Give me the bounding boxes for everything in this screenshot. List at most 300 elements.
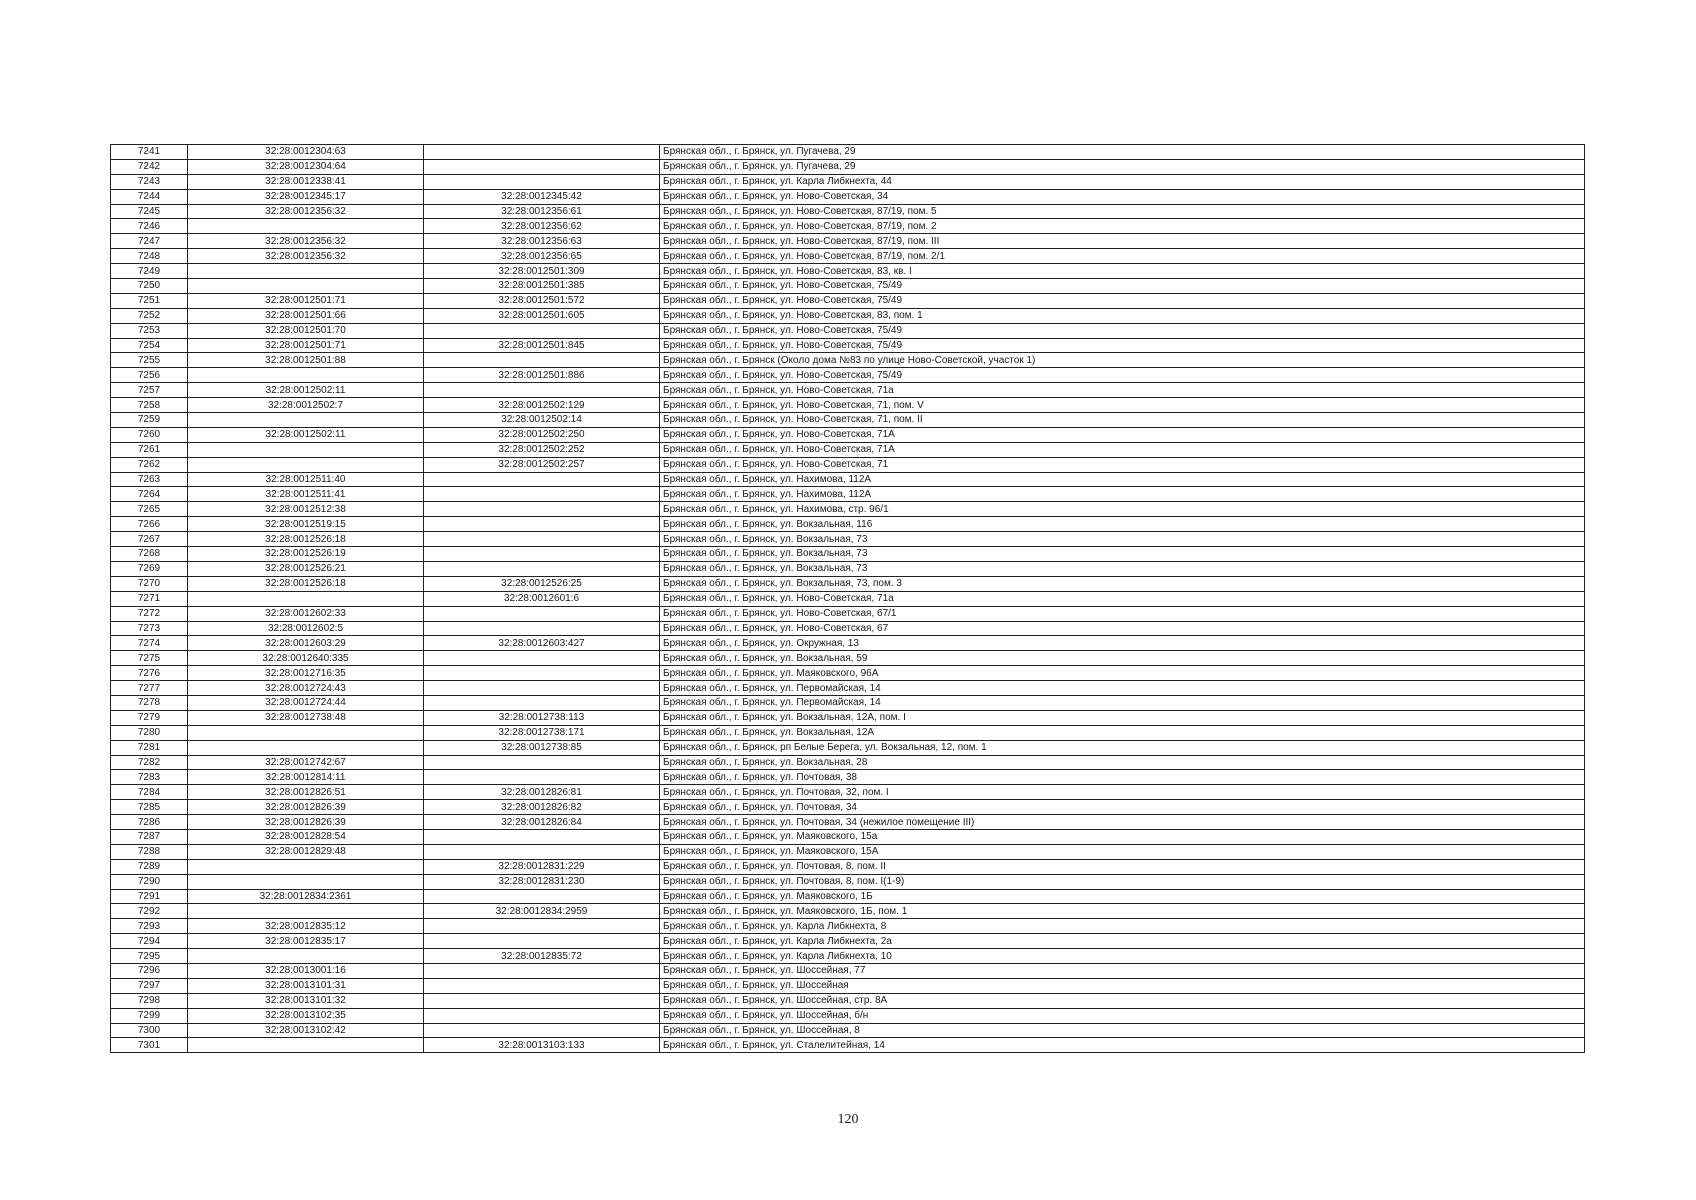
table-row	[111, 398, 1585, 413]
table-row	[111, 695, 1585, 710]
object-cadastral-number-cell: 32:28:0012738:113	[424, 710, 660, 725]
object-cadastral-number-cell	[424, 353, 660, 368]
address-cell: Брянская обл., г. Брянск, ул. Ново-Советская, 83, кв. I	[660, 264, 1585, 279]
table-row	[111, 978, 1585, 993]
address-cell: Брянская обл., г. Брянск, ул. Почтовая, 8, пом. II	[660, 859, 1585, 874]
row-number-cell: 7281	[111, 740, 188, 755]
land-cadastral-number-cell: 32:28:0012640:335	[188, 651, 424, 666]
row-number-cell: 7253	[111, 323, 188, 338]
address-cell: Брянская обл., г. Брянск, ул. Маяковского, 96А	[660, 666, 1585, 681]
address-cell: Брянская обл., г. Брянск, ул. Вокзальная, 73	[660, 561, 1585, 576]
row-number-cell: 7244	[111, 189, 188, 204]
table-row	[111, 740, 1585, 755]
row-number-cell: 7261	[111, 442, 188, 457]
row-number-cell: 7294	[111, 934, 188, 949]
address-cell: Брянская обл., г. Брянск, ул. Маяковского, 15а	[660, 829, 1585, 844]
land-cadastral-number-cell: 32:28:0012356:32	[188, 204, 424, 219]
address-cell: Брянская обл., г. Брянск, ул. Почтовая, 8, пом. I(1-9)	[660, 874, 1585, 889]
land-cadastral-number-cell: 32:28:0013001:16	[188, 963, 424, 978]
row-number-cell: 7265	[111, 502, 188, 517]
land-cadastral-number-cell	[188, 457, 424, 472]
object-cadastral-number-cell: 32:28:0012501:605	[424, 308, 660, 323]
object-cadastral-number-cell: 32:28:0012501:385	[424, 279, 660, 294]
table-row	[111, 770, 1585, 785]
address-cell: Брянская обл., г. Брянск, ул. Ново-Советская, 67	[660, 621, 1585, 636]
table-row	[111, 219, 1585, 234]
land-cadastral-number-cell	[188, 874, 424, 889]
land-cadastral-number-cell: 32:28:0012602:5	[188, 621, 424, 636]
cadastral-table	[110, 144, 1585, 1053]
address-cell: Брянская обл., г. Брянск, ул. Карла Либкнехта, 44	[660, 174, 1585, 189]
table-row	[111, 1038, 1585, 1053]
table-row	[111, 249, 1585, 264]
address-cell: Брянская обл., г. Брянск, ул. Ново-Советская, 71А	[660, 427, 1585, 442]
row-number-cell: 7266	[111, 517, 188, 532]
table-row	[111, 591, 1585, 606]
row-number-cell: 7255	[111, 353, 188, 368]
object-cadastral-number-cell	[424, 770, 660, 785]
row-number-cell: 7241	[111, 145, 188, 160]
object-cadastral-number-cell	[424, 844, 660, 859]
address-cell: Брянская обл., г. Брянск, ул. Карла Либкнехта, 8	[660, 919, 1585, 934]
address-cell: Брянская обл., г. Брянск (Около дома №83 по улице Ново-Советской, участок 1)	[660, 353, 1585, 368]
row-number-cell: 7270	[111, 576, 188, 591]
address-cell: Брянская обл., г. Брянск, ул. Пугачева, 29	[660, 145, 1585, 160]
row-number-cell: 7268	[111, 547, 188, 562]
land-cadastral-number-cell: 32:28:0012501:88	[188, 353, 424, 368]
land-cadastral-number-cell: 32:28:0012835:17	[188, 934, 424, 949]
object-cadastral-number-cell	[424, 889, 660, 904]
table-row	[111, 353, 1585, 368]
address-cell: Брянская обл., г. Брянск, ул. Шоссейная, б/н	[660, 1008, 1585, 1023]
land-cadastral-number-cell: 32:28:0012356:32	[188, 234, 424, 249]
table-row	[111, 517, 1585, 532]
address-cell: Брянская обл., г. Брянск, ул. Ново-Советская, 83, пом. 1	[660, 308, 1585, 323]
table-row	[111, 874, 1585, 889]
row-number-cell: 7263	[111, 472, 188, 487]
land-cadastral-number-cell: 32:28:0012835:12	[188, 919, 424, 934]
table-row	[111, 681, 1585, 696]
address-cell: Брянская обл., г. Брянск, ул. Карла Либкнехта, 10	[660, 949, 1585, 964]
land-cadastral-number-cell: 32:28:0012724:44	[188, 695, 424, 710]
object-cadastral-number-cell: 32:28:0012501:572	[424, 293, 660, 308]
object-cadastral-number-cell: 32:28:0012501:886	[424, 368, 660, 383]
table-row	[111, 800, 1585, 815]
table-row	[111, 338, 1585, 353]
table-row	[111, 532, 1585, 547]
object-cadastral-number-cell	[424, 547, 660, 562]
object-cadastral-number-cell	[424, 323, 660, 338]
land-cadastral-number-cell: 32:28:0012603:29	[188, 636, 424, 651]
object-cadastral-number-cell: 32:28:0012345:42	[424, 189, 660, 204]
land-cadastral-number-cell: 32:28:0012526:19	[188, 547, 424, 562]
row-number-cell: 7301	[111, 1038, 188, 1053]
land-cadastral-number-cell	[188, 413, 424, 428]
address-cell: Брянская обл., г. Брянск, ул. Карла Либкнехта, 2а	[660, 934, 1585, 949]
object-cadastral-number-cell: 32:28:0012356:62	[424, 219, 660, 234]
object-cadastral-number-cell	[424, 755, 660, 770]
land-cadastral-number-cell: 32:28:0012356:32	[188, 249, 424, 264]
address-cell: Брянская обл., г. Брянск, ул. Первомайская, 14	[660, 681, 1585, 696]
object-cadastral-number-cell	[424, 517, 660, 532]
table-row	[111, 457, 1585, 472]
land-cadastral-number-cell: 32:28:0012511:40	[188, 472, 424, 487]
land-cadastral-number-cell: 32:28:0012304:63	[188, 145, 424, 160]
object-cadastral-number-cell	[424, 174, 660, 189]
table-row	[111, 829, 1585, 844]
table-row	[111, 234, 1585, 249]
table-row	[111, 815, 1585, 830]
table-row	[111, 904, 1585, 919]
row-number-cell: 7267	[111, 532, 188, 547]
land-cadastral-number-cell: 32:28:0012814:11	[188, 770, 424, 785]
land-cadastral-number-cell: 32:28:0012834:2361	[188, 889, 424, 904]
table-row	[111, 487, 1585, 502]
row-number-cell: 7260	[111, 427, 188, 442]
address-cell: Брянская обл., г. Брянск, ул. Ново-Советская, 87/19, пом. 2	[660, 219, 1585, 234]
address-cell: Брянская обл., г. Брянск, ул. Пугачева, 29	[660, 159, 1585, 174]
row-number-cell: 7285	[111, 800, 188, 815]
object-cadastral-number-cell: 32:28:0012502:129	[424, 398, 660, 413]
row-number-cell: 7264	[111, 487, 188, 502]
table-row	[111, 621, 1585, 636]
table-row	[111, 279, 1585, 294]
land-cadastral-number-cell	[188, 725, 424, 740]
land-cadastral-number-cell: 32:28:0012304:64	[188, 159, 424, 174]
land-cadastral-number-cell	[188, 740, 424, 755]
land-cadastral-number-cell: 32:28:0012742:67	[188, 755, 424, 770]
row-number-cell: 7271	[111, 591, 188, 606]
row-number-cell: 7245	[111, 204, 188, 219]
table-row	[111, 427, 1585, 442]
land-cadastral-number-cell: 32:28:0012526:18	[188, 532, 424, 547]
object-cadastral-number-cell: 32:28:0012738:85	[424, 740, 660, 755]
row-number-cell: 7242	[111, 159, 188, 174]
table-row	[111, 844, 1585, 859]
address-cell: Брянская обл., г. Брянск, ул. Ново-Советская, 75/49	[660, 279, 1585, 294]
address-cell: Брянская обл., г. Брянск, ул. Вокзальная, 116	[660, 517, 1585, 532]
object-cadastral-number-cell: 32:28:0012502:257	[424, 457, 660, 472]
object-cadastral-number-cell: 32:28:0012834:2959	[424, 904, 660, 919]
object-cadastral-number-cell: 32:28:0012501:845	[424, 338, 660, 353]
address-cell: Брянская обл., г. Брянск, ул. Почтовая, 34 (нежилое помещение III)	[660, 815, 1585, 830]
table-row	[111, 264, 1585, 279]
address-cell: Брянская обл., г. Брянск, ул. Вокзальная, 12А	[660, 725, 1585, 740]
table-row	[111, 606, 1585, 621]
object-cadastral-number-cell	[424, 621, 660, 636]
table-row	[111, 204, 1585, 219]
land-cadastral-number-cell: 32:28:0012502:11	[188, 383, 424, 398]
land-cadastral-number-cell: 32:28:0012526:21	[188, 561, 424, 576]
row-number-cell: 7276	[111, 666, 188, 681]
table-row	[111, 308, 1585, 323]
table-row	[111, 934, 1585, 949]
table-row	[111, 859, 1585, 874]
row-number-cell: 7259	[111, 413, 188, 428]
address-cell: Брянская обл., г. Брянск, ул. Маяковского, 1Б, пом. 1	[660, 904, 1585, 919]
land-cadastral-number-cell: 32:28:0012502:11	[188, 427, 424, 442]
table-row	[111, 949, 1585, 964]
land-cadastral-number-cell	[188, 904, 424, 919]
table-row	[111, 502, 1585, 517]
address-cell: Брянская обл., г. Брянск, ул. Сталелитейная, 14	[660, 1038, 1585, 1053]
object-cadastral-number-cell	[424, 606, 660, 621]
land-cadastral-number-cell: 32:28:0012511:41	[188, 487, 424, 502]
table-row	[111, 189, 1585, 204]
address-cell: Брянская обл., г. Брянск, ул. Почтовая, 34	[660, 800, 1585, 815]
object-cadastral-number-cell	[424, 695, 660, 710]
object-cadastral-number-cell: 32:28:0012831:230	[424, 874, 660, 889]
object-cadastral-number-cell	[424, 829, 660, 844]
object-cadastral-number-cell	[424, 666, 660, 681]
object-cadastral-number-cell	[424, 993, 660, 1008]
address-cell: Брянская обл., г. Брянск, ул. Маяковского, 1Б	[660, 889, 1585, 904]
table-row	[111, 547, 1585, 562]
object-cadastral-number-cell	[424, 651, 660, 666]
object-cadastral-number-cell: 32:28:0012603:427	[424, 636, 660, 651]
table-row	[111, 636, 1585, 651]
land-cadastral-number-cell	[188, 859, 424, 874]
address-cell: Брянская обл., г. Брянск, ул. Шоссейная, 77	[660, 963, 1585, 978]
row-number-cell: 7293	[111, 919, 188, 934]
cadastral-table-body	[111, 145, 1585, 1053]
table-row	[111, 889, 1585, 904]
land-cadastral-number-cell	[188, 442, 424, 457]
land-cadastral-number-cell: 32:28:0012526:18	[188, 576, 424, 591]
address-cell: Брянская обл., г. Брянск, ул. Ново-Советская, 75/49	[660, 368, 1585, 383]
address-cell: Брянская обл., г. Брянск, ул. Ново-Советская, 67/1	[660, 606, 1585, 621]
object-cadastral-number-cell	[424, 919, 660, 934]
object-cadastral-number-cell	[424, 1023, 660, 1038]
land-cadastral-number-cell: 32:28:0012501:70	[188, 323, 424, 338]
row-number-cell: 7291	[111, 889, 188, 904]
row-number-cell: 7288	[111, 844, 188, 859]
table-row	[111, 651, 1585, 666]
row-number-cell: 7284	[111, 785, 188, 800]
address-cell: Брянская обл., г. Брянск, ул. Ново-Советская, 34	[660, 189, 1585, 204]
table-row	[111, 1008, 1585, 1023]
row-number-cell: 7258	[111, 398, 188, 413]
address-cell: Брянская обл., г. Брянск, ул. Ново-Советская, 71, пом. V	[660, 398, 1585, 413]
row-number-cell: 7252	[111, 308, 188, 323]
address-cell: Брянская обл., г. Брянск, ул. Почтовая, 32, пом. I	[660, 785, 1585, 800]
land-cadastral-number-cell: 32:28:0012345:17	[188, 189, 424, 204]
address-cell: Брянская обл., г. Брянск, ул. Ново-Советская, 75/49	[660, 293, 1585, 308]
land-cadastral-number-cell: 32:28:0013102:35	[188, 1008, 424, 1023]
table-row	[111, 368, 1585, 383]
row-number-cell: 7272	[111, 606, 188, 621]
land-cadastral-number-cell: 32:28:0012829:48	[188, 844, 424, 859]
object-cadastral-number-cell	[424, 472, 660, 487]
address-cell: Брянская обл., г. Брянск, ул. Ново-Советская, 87/19, пом. III	[660, 234, 1585, 249]
object-cadastral-number-cell	[424, 963, 660, 978]
object-cadastral-number-cell: 32:28:0012501:309	[424, 264, 660, 279]
table-row	[111, 145, 1585, 160]
row-number-cell: 7251	[111, 293, 188, 308]
land-cadastral-number-cell: 32:28:0012602:33	[188, 606, 424, 621]
address-cell: Брянская обл., г. Брянск, ул. Шоссейная, стр. 8А	[660, 993, 1585, 1008]
object-cadastral-number-cell: 32:28:0012526:25	[424, 576, 660, 591]
row-number-cell: 7286	[111, 815, 188, 830]
address-cell: Брянская обл., г. Брянск, рп Белые Берега, ул. Вокзальная, 12, пом. 1	[660, 740, 1585, 755]
row-number-cell: 7243	[111, 174, 188, 189]
row-number-cell: 7280	[111, 725, 188, 740]
object-cadastral-number-cell	[424, 1008, 660, 1023]
object-cadastral-number-cell: 32:28:0012831:229	[424, 859, 660, 874]
table-row	[111, 710, 1585, 725]
address-cell: Брянская обл., г. Брянск, ул. Окружная, 13	[660, 636, 1585, 651]
table-row	[111, 963, 1585, 978]
address-cell: Брянская обл., г. Брянск, ул. Почтовая, 38	[660, 770, 1585, 785]
table-row	[111, 323, 1585, 338]
address-cell: Брянская обл., г. Брянск, ул. Ново-Советская, 71А	[660, 442, 1585, 457]
page-number: 120	[837, 1112, 859, 1127]
object-cadastral-number-cell: 32:28:0013103:133	[424, 1038, 660, 1053]
table-row	[111, 561, 1585, 576]
land-cadastral-number-cell: 32:28:0013101:31	[188, 978, 424, 993]
object-cadastral-number-cell: 32:28:0012356:61	[424, 204, 660, 219]
object-cadastral-number-cell: 32:28:0012356:65	[424, 249, 660, 264]
row-number-cell: 7289	[111, 859, 188, 874]
row-number-cell: 7290	[111, 874, 188, 889]
land-cadastral-number-cell: 32:28:0012501:66	[188, 308, 424, 323]
row-number-cell: 7279	[111, 710, 188, 725]
row-number-cell: 7278	[111, 695, 188, 710]
land-cadastral-number-cell: 32:28:0012519:15	[188, 517, 424, 532]
land-cadastral-number-cell	[188, 591, 424, 606]
address-cell: Брянская обл., г. Брянск, ул. Вокзальная, 73	[660, 547, 1585, 562]
row-number-cell: 7297	[111, 978, 188, 993]
row-number-cell: 7292	[111, 904, 188, 919]
object-cadastral-number-cell: 32:28:0012826:81	[424, 785, 660, 800]
object-cadastral-number-cell: 32:28:0012502:252	[424, 442, 660, 457]
land-cadastral-number-cell	[188, 279, 424, 294]
address-cell: Брянская обл., г. Брянск, ул. Вокзальная, 73	[660, 532, 1585, 547]
address-cell: Брянская обл., г. Брянск, ул. Вокзальная, 12А, пом. I	[660, 710, 1585, 725]
table-row	[111, 576, 1585, 591]
row-number-cell: 7282	[111, 755, 188, 770]
row-number-cell: 7269	[111, 561, 188, 576]
object-cadastral-number-cell: 32:28:0012356:63	[424, 234, 660, 249]
land-cadastral-number-cell	[188, 368, 424, 383]
address-cell: Брянская обл., г. Брянск, ул. Ново-Советская, 71, пом. II	[660, 413, 1585, 428]
table-row	[111, 383, 1585, 398]
table-row	[111, 919, 1585, 934]
address-cell: Брянская обл., г. Брянск, ул. Шоссейная, 8	[660, 1023, 1585, 1038]
table-row	[111, 725, 1585, 740]
object-cadastral-number-cell: 32:28:0012601:6	[424, 591, 660, 606]
table-row	[111, 472, 1585, 487]
land-cadastral-number-cell	[188, 949, 424, 964]
table-row	[111, 413, 1585, 428]
table-row	[111, 1023, 1585, 1038]
address-cell: Брянская обл., г. Брянск, ул. Ново-Советская, 87/19, пом. 2/1	[660, 249, 1585, 264]
address-cell: Брянская обл., г. Брянск, ул. Нахимова, стр. 96/1	[660, 502, 1585, 517]
address-cell: Брянская обл., г. Брянск, ул. Вокзальная, 59	[660, 651, 1585, 666]
object-cadastral-number-cell	[424, 383, 660, 398]
row-number-cell: 7247	[111, 234, 188, 249]
row-number-cell: 7277	[111, 681, 188, 696]
object-cadastral-number-cell: 32:28:0012502:250	[424, 427, 660, 442]
land-cadastral-number-cell	[188, 219, 424, 234]
land-cadastral-number-cell: 32:28:0012738:48	[188, 710, 424, 725]
address-cell: Брянская обл., г. Брянск, ул. Ново-Советская, 71а	[660, 383, 1585, 398]
address-cell: Брянская обл., г. Брянск, ул. Шоссейная	[660, 978, 1585, 993]
address-cell: Брянская обл., г. Брянск, ул. Маяковского, 15А	[660, 844, 1585, 859]
object-cadastral-number-cell: 32:28:0012835:72	[424, 949, 660, 964]
table-row	[111, 442, 1585, 457]
object-cadastral-number-cell: 32:28:0012502:14	[424, 413, 660, 428]
row-number-cell: 7295	[111, 949, 188, 964]
land-cadastral-number-cell: 32:28:0012501:71	[188, 338, 424, 353]
land-cadastral-number-cell	[188, 1038, 424, 1053]
row-number-cell: 7246	[111, 219, 188, 234]
address-cell: Брянская обл., г. Брянск, ул. Нахимова, 112А	[660, 472, 1585, 487]
row-number-cell: 7262	[111, 457, 188, 472]
object-cadastral-number-cell	[424, 934, 660, 949]
object-cadastral-number-cell	[424, 532, 660, 547]
row-number-cell: 7250	[111, 279, 188, 294]
land-cadastral-number-cell: 32:28:0012501:71	[188, 293, 424, 308]
row-number-cell: 7249	[111, 264, 188, 279]
land-cadastral-number-cell: 32:28:0012826:39	[188, 800, 424, 815]
address-cell: Брянская обл., г. Брянск, ул. Вокзальная, 28	[660, 755, 1585, 770]
object-cadastral-number-cell: 32:28:0012826:82	[424, 800, 660, 815]
row-number-cell: 7254	[111, 338, 188, 353]
row-number-cell: 7257	[111, 383, 188, 398]
table-row	[111, 293, 1585, 308]
address-cell: Брянская обл., г. Брянск, ул. Ново-Советская, 75/49	[660, 338, 1585, 353]
address-cell: Брянская обл., г. Брянск, ул. Ново-Советская, 71	[660, 457, 1585, 472]
table-row	[111, 785, 1585, 800]
object-cadastral-number-cell	[424, 487, 660, 502]
land-cadastral-number-cell: 32:28:0013102:42	[188, 1023, 424, 1038]
row-number-cell: 7256	[111, 368, 188, 383]
address-cell: Брянская обл., г. Брянск, ул. Первомайская, 14	[660, 695, 1585, 710]
land-cadastral-number-cell: 32:28:0012826:51	[188, 785, 424, 800]
object-cadastral-number-cell	[424, 681, 660, 696]
address-cell: Брянская обл., г. Брянск, ул. Нахимова, 112А	[660, 487, 1585, 502]
land-cadastral-number-cell: 32:28:0013101:32	[188, 993, 424, 1008]
table-row	[111, 159, 1585, 174]
table-row	[111, 993, 1585, 1008]
table-row	[111, 174, 1585, 189]
row-number-cell: 7275	[111, 651, 188, 666]
land-cadastral-number-cell: 32:28:0012724:43	[188, 681, 424, 696]
row-number-cell: 7298	[111, 993, 188, 1008]
land-cadastral-number-cell	[188, 264, 424, 279]
row-number-cell: 7299	[111, 1008, 188, 1023]
land-cadastral-number-cell: 32:28:0012502:7	[188, 398, 424, 413]
row-number-cell: 7300	[111, 1023, 188, 1038]
address-cell: Брянская обл., г. Брянск, ул. Ново-Советская, 87/19, пом. 5	[660, 204, 1585, 219]
row-number-cell: 7287	[111, 829, 188, 844]
row-number-cell: 7274	[111, 636, 188, 651]
row-number-cell: 7248	[111, 249, 188, 264]
land-cadastral-number-cell: 32:28:0012826:39	[188, 815, 424, 830]
object-cadastral-number-cell	[424, 145, 660, 160]
address-cell: Брянская обл., г. Брянск, ул. Ново-Советская, 71а	[660, 591, 1585, 606]
land-cadastral-number-cell: 32:28:0012338:41	[188, 174, 424, 189]
row-number-cell: 7283	[111, 770, 188, 785]
row-number-cell: 7273	[111, 621, 188, 636]
address-cell: Брянская обл., г. Брянск, ул. Ново-Советская, 75/49	[660, 323, 1585, 338]
table-row	[111, 755, 1585, 770]
land-cadastral-number-cell: 32:28:0012828:54	[188, 829, 424, 844]
object-cadastral-number-cell	[424, 159, 660, 174]
object-cadastral-number-cell	[424, 561, 660, 576]
address-cell: Брянская обл., г. Брянск, ул. Вокзальная, 73, пом. 3	[660, 576, 1585, 591]
